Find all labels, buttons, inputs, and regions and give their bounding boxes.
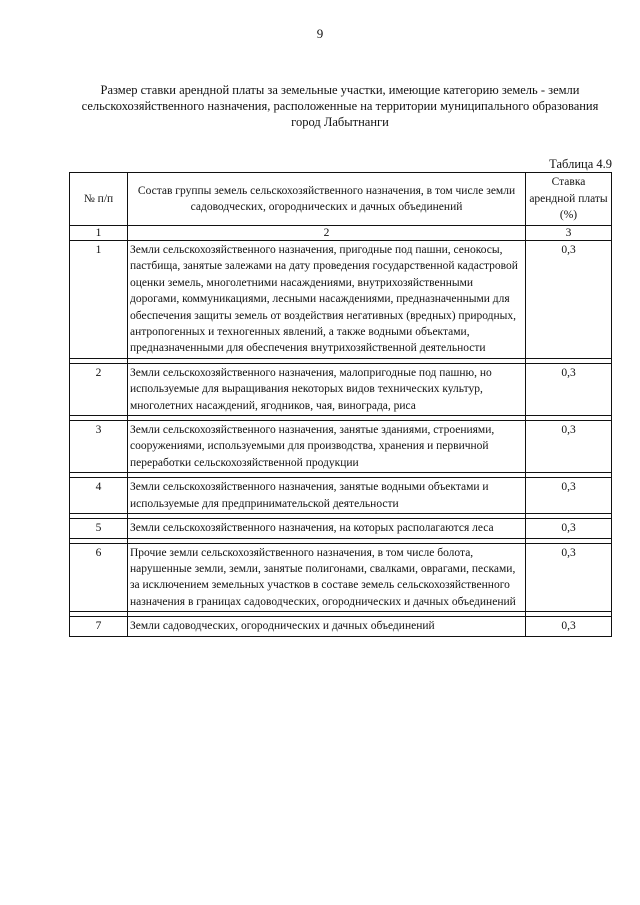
page-number: 9 [316,26,324,41]
column-index-cell: 2 [128,226,526,241]
row-description: Земли сельскохозяйственного назначения, малопригодные под пашню, но используемые для выращивания некоторых видов технических культур, многолетних насаждений, ягодников, чая, винограда, риса [128,363,526,415]
document-title: Размер ставки арендной платы за земельные участки, имеющие категорию земель - земли сельскохозяйственного назначения, расположенные на территории муниципального образования город Лабытнанги [81,83,599,129]
table-row [70,617,612,636]
row-description: Земли сельскохозяйственного назначения, на которых располагаются леса [128,519,526,538]
row-number: 4 [70,478,128,514]
row-rate: 0,3 [526,617,612,636]
row-description: Земли садоводческих, огороднических и дачных объединений [128,617,526,636]
row-rate: 0,3 [526,478,612,514]
row-number: 5 [70,519,128,538]
table-label: Таблица 4.9 [549,157,612,171]
table-row [70,421,612,473]
column-index-cell: 1 [70,226,128,241]
column-index-row [70,226,612,241]
row-rate: 0,3 [526,543,612,612]
table-row [70,543,612,612]
rates-table [69,172,612,637]
table-row [70,519,612,538]
table-row [70,478,612,514]
row-rate: 0,3 [526,421,612,473]
row-number: 2 [70,363,128,415]
row-rate: 0,3 [526,241,612,359]
row-description: Земли сельскохозяйственного назначения, пригодные под пашни, сенокосы, пастбища, занятые залежами на дату проведения государственной кадастровой оценки земель, многолетними насаждениями, внутрихозяйственными дорогами, коммуникациями, лесными насаждениями, предназначенными для обеспечения защиты земель от воздействия негативных (вредных) природных, антропогенных и техногенных явлений, а также водными объектами, предназначенными для обеспечения внутрихозяйственной деятельности [128,241,526,359]
table-row [70,363,612,415]
row-number: 1 [70,241,128,359]
row-rate: 0,3 [526,363,612,415]
row-number: 7 [70,617,128,636]
row-description: Земли сельскохозяйственного назначения, занятые зданиями, строениями, сооружениями, используемыми для производства, хранения и первичной переработки сельскохозяйственной продукции [128,421,526,473]
row-number: 6 [70,543,128,612]
row-description: Земли сельскохозяйственного назначения, занятые водными объектами и используемые для предпринимательской деятельности [128,478,526,514]
table-row [70,241,612,359]
table-header-row [70,173,612,226]
header-num: № п/п [70,173,128,226]
header-desc: Состав группы земель сельскохозяйственного назначения, в том числе земли садоводческих, огороднических и дачных объединений [128,173,526,226]
row-rate: 0,3 [526,519,612,538]
row-description: Прочие земли сельскохозяйственного назначения, в том числе болота, нарушенные земли, земли, занятые полигонами, свалками, оврагами, песками, за исключением земельных участков в составе земель сельскохозяйственного назначения в границах садоводческих, огороднических и дачных объединений [128,543,526,612]
header-rate: Ставка арендной платы (%) [526,173,612,226]
row-number: 3 [70,421,128,473]
table-body [70,241,612,637]
column-index-cell: 3 [526,226,612,241]
